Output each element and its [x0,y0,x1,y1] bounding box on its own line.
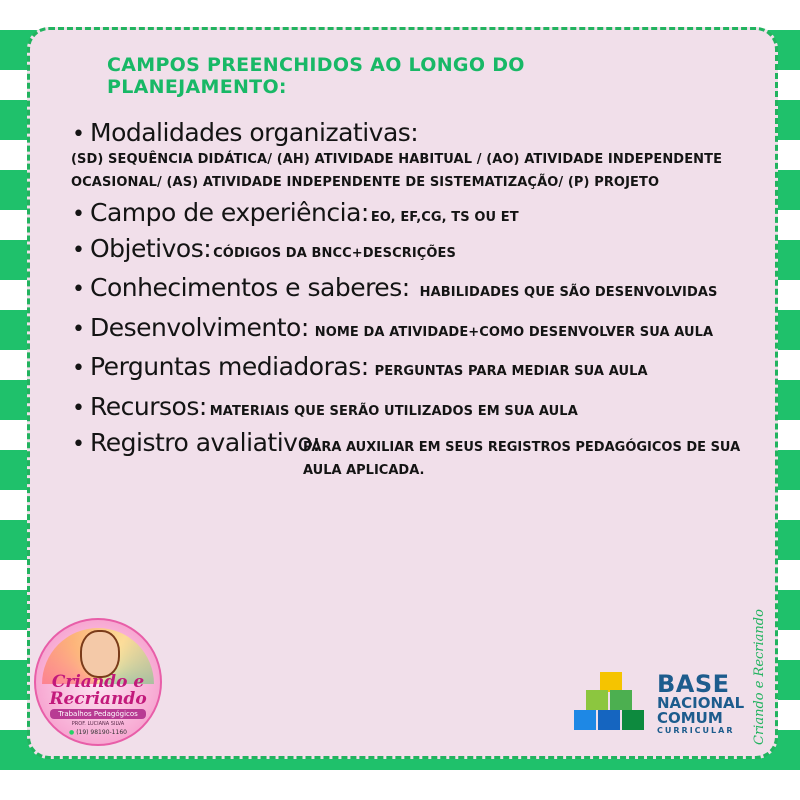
list-item-perguntas [72,352,648,381]
item-description: HABILIDADES QUE SÃO DESENVOLVIDAS [419,285,718,300]
bullet-icon: • [72,122,85,147]
bncc-line: COMUM [657,709,723,727]
item-label: Desenvolvimento: [90,313,309,342]
item-label: Campo de experiência: [90,198,369,227]
item-label: Conhecimentos e saberes: [90,273,410,302]
list-item-objetivos [72,234,456,263]
desc-line: AULA APLICADA. [303,463,425,478]
item-label: Modalidades organizativas: [90,118,419,147]
logo-name [36,674,160,708]
desc-line: OCASIONAL/ (AS) ATIVIDADE INDEPENDENTE DE SISTEMATIZAÇÃO/ (P) PROJETO [71,175,660,190]
bncc-line: BASE [657,670,730,698]
logo-subtitle: Trabalhos Pedagógicos [50,709,146,719]
list-item-conhecimentos [72,273,717,302]
list-item-modalidades [72,118,418,147]
whatsapp-icon: ● [69,729,75,736]
item-description [303,436,763,482]
bncc-line: CURRICULAR [657,726,735,735]
list-item-recursos [72,392,578,421]
list-item-registro [72,428,320,457]
signature: Criando e Recriando [752,609,767,745]
avatar [80,630,120,678]
bullet-icon: • [72,396,85,421]
item-description: EO, EF,CG, TS OU ET [370,210,519,225]
bncc-line: NACIONAL [657,694,745,712]
list-item-campo [72,198,519,227]
criando-e-recriando-logo [34,618,162,746]
item-label: Objetivos: [90,234,212,263]
item-description: NOME DA ATIVIDADE+COMO DESENVOLVER SUA AULA [314,325,714,340]
item-description: MATERIAIS QUE SERÃO UTILIZADOS EM SUA AULA [209,404,578,419]
bncc-logo [570,670,745,742]
item-description: CÓDIGOS DA BNCC+DESCRIÇÕES [213,246,456,261]
item-label: Perguntas mediadoras: [90,352,369,381]
logo-name-line: Recriando [49,689,147,709]
bullet-icon: • [72,238,85,263]
bncc-text [657,672,744,735]
bullet-icon: • [72,202,85,227]
logo-name-line: Criando e [51,672,145,692]
item-description [71,148,731,194]
item-description: PERGUNTAS PARA MEDIAR SUA AULA [374,364,648,379]
bullet-icon: • [72,317,85,342]
bullet-icon: • [72,277,85,302]
page-title: CAMPOS PREENCHIDOS AO LONGO DO PLANEJAMENTO: [107,54,525,98]
bullet-icon: • [72,356,85,381]
logo-prof: PROF. LUCIANA SILVA [71,721,125,727]
item-label: Recursos: [90,392,207,421]
phone-number: (19) 98190-1160 [76,729,127,736]
bullet-icon: • [72,432,85,457]
desc-line: (SD) SEQUÊNCIA DIDÁTICA/ (AH) ATIVIDADE HABITUAL / (AO) ATIVIDADE INDEPENDENTE [71,152,723,167]
logo-phone [36,729,160,736]
item-label: Registro avaliativo: [90,428,321,457]
desc-line: PARA AUXILIAR EM SEUS REGISTROS PEDAGÓGICOS DE SUA [303,440,741,455]
list-item-desenvolvimento [72,313,713,342]
